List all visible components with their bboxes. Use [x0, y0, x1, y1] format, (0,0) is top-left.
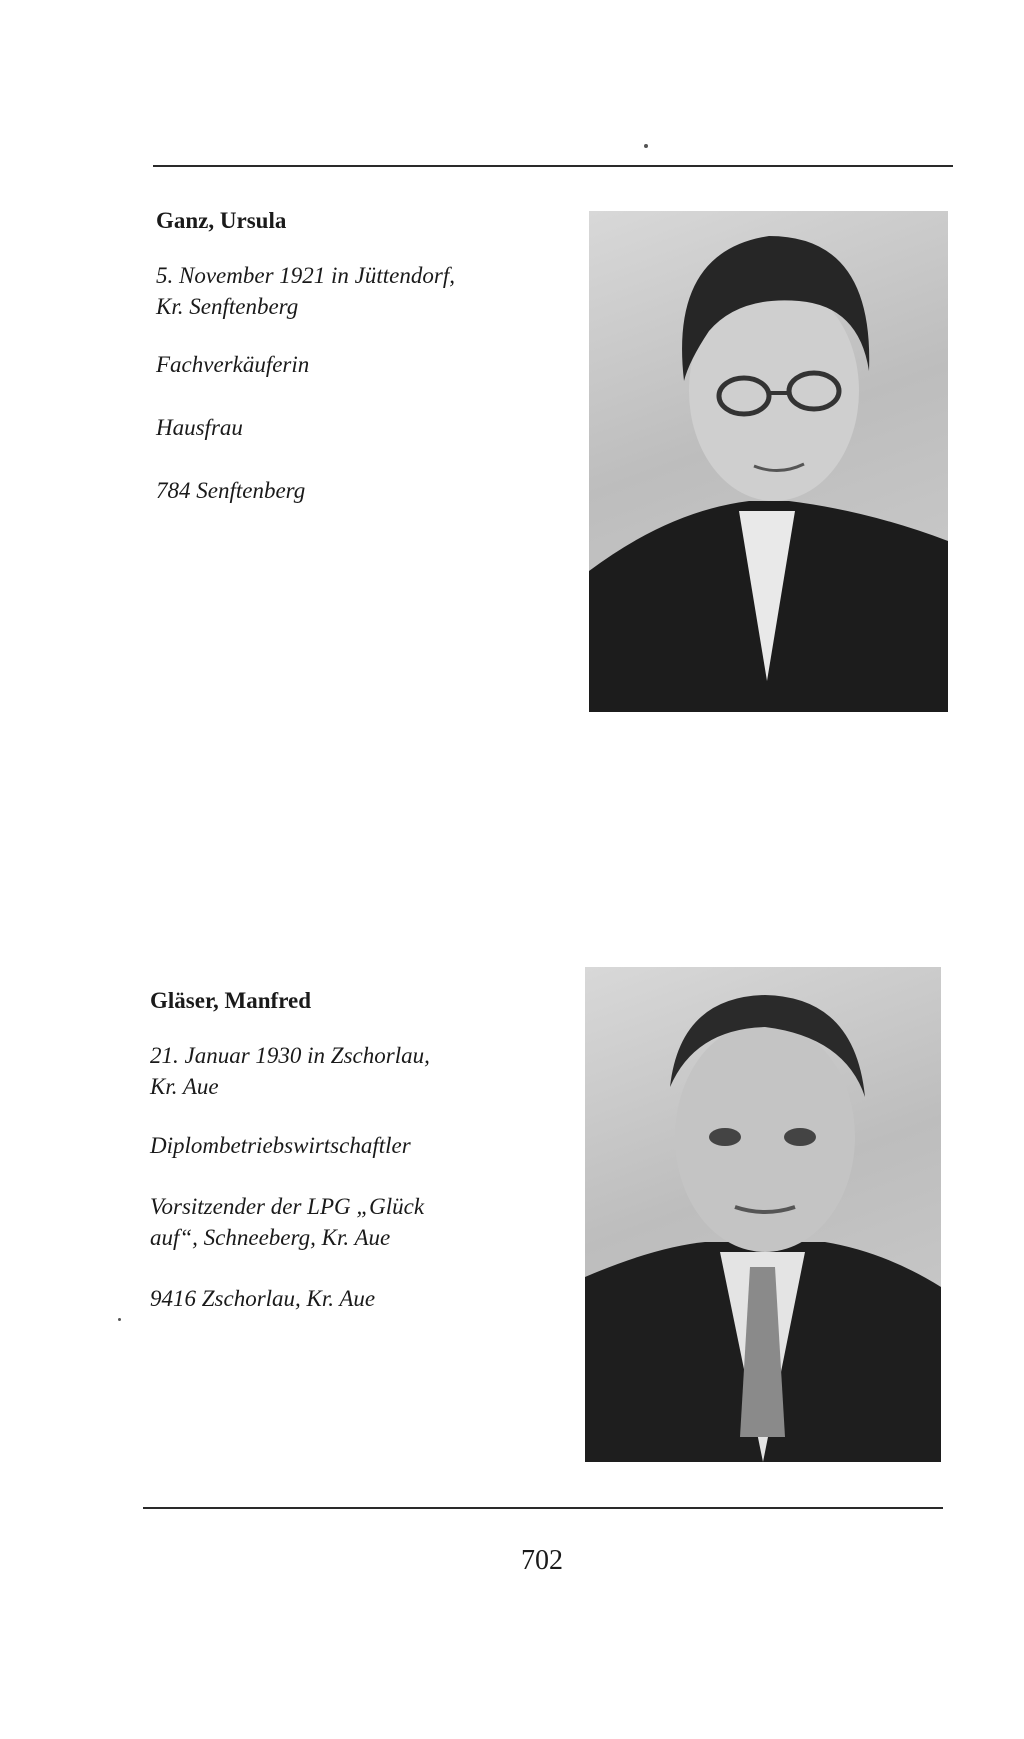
profession: Diplombetriebswirtschaftler	[150, 1133, 411, 1158]
speck	[644, 144, 648, 148]
occupation-line-2: auf“, Schneeberg, Kr. Aue	[150, 1225, 391, 1250]
page-number: 702	[521, 1545, 563, 1576]
birth-line-2: Kr. Senftenberg	[156, 294, 299, 319]
address: 9416 Zschorlau, Kr. Aue	[150, 1286, 376, 1311]
speck	[118, 1318, 121, 1321]
entry-glaeser-manfred	[150, 988, 430, 1314]
portrait-photo	[589, 211, 948, 712]
portrait-photo	[585, 967, 941, 1462]
profession: Fachverkäuferin	[156, 352, 310, 377]
birth-line-1: 5. November 1921 in Jüttendorf,	[156, 263, 455, 288]
occupation: Hausfrau	[156, 415, 243, 440]
birth-line-1: 21. Januar 1930 in Zschorlau,	[150, 1043, 430, 1068]
entry-name: Ganz, Ursula	[156, 208, 287, 233]
top-rule	[153, 165, 953, 167]
entry-ganz-ursula	[156, 208, 455, 506]
bottom-rule	[143, 1507, 943, 1509]
birth-line-2: Kr. Aue	[150, 1074, 219, 1099]
address: 784 Senftenberg	[156, 478, 306, 503]
entry-name: Gläser, Manfred	[150, 988, 311, 1013]
occupation-line-1: Vorsitzender der LPG „Glück	[150, 1194, 425, 1219]
